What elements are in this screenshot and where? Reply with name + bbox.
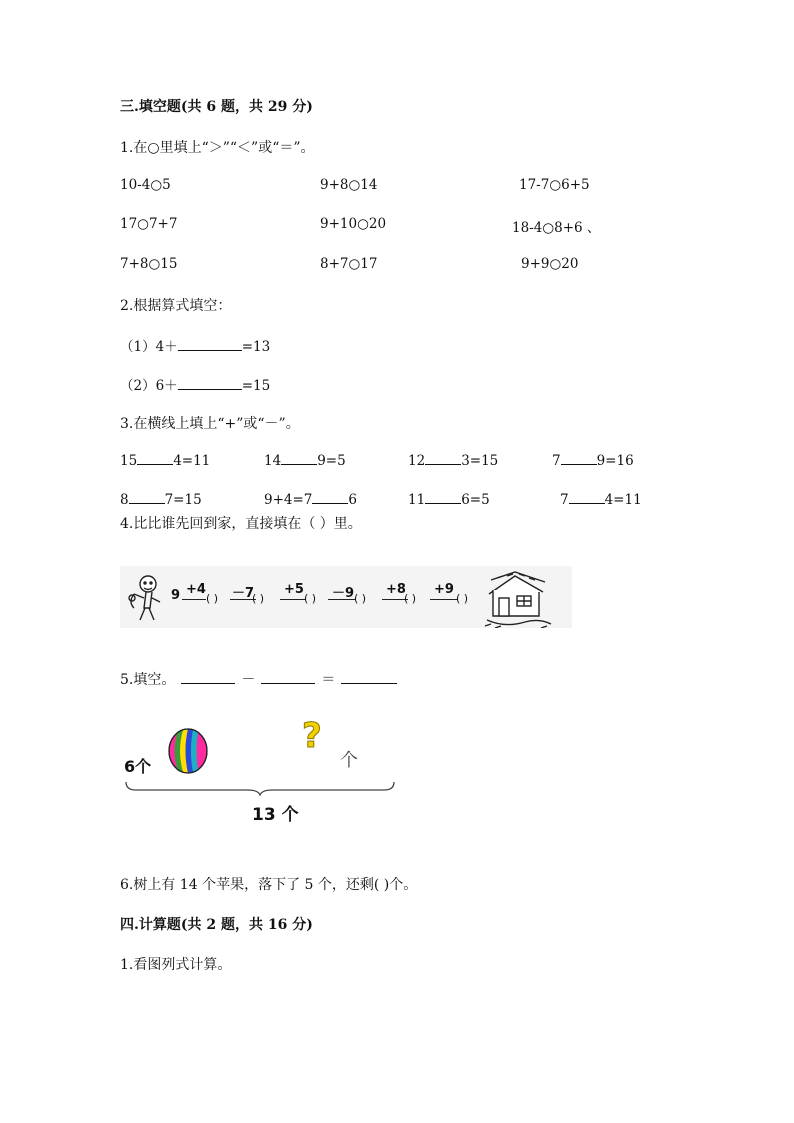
q3-operand: 3=15 <box>461 453 499 469</box>
answer-blank[interactable] <box>178 389 242 390</box>
ball-icon <box>166 726 210 776</box>
q1-expression: 17○7+7 <box>120 216 178 232</box>
q2-item-suffix: =13 <box>241 339 271 355</box>
q3-operand: 9=5 <box>317 453 346 469</box>
q1-expression: 9+8○14 <box>320 177 378 193</box>
answer-blank[interactable] <box>261 683 315 684</box>
total-count-label: 13 个 <box>252 805 299 825</box>
q3-operand: 11 <box>408 492 426 508</box>
equals-sign: ＝ <box>321 672 336 688</box>
question-6-text: 6.树上有 14 个苹果，落下了 5 个，还剩( )个。 <box>120 877 418 893</box>
q3-operand: 7 <box>560 492 569 508</box>
answer-blank[interactable] <box>281 464 317 465</box>
section-title: 四.计算题(共 2 题，共 16 分) <box>120 917 313 933</box>
q3-item <box>120 453 210 469</box>
question-5-equation <box>120 669 397 689</box>
race-home-figure <box>120 566 572 628</box>
arrow-icon <box>328 599 356 600</box>
q3-item <box>560 492 642 508</box>
q3-operand: 9=16 <box>596 453 634 469</box>
race-operation: +5 <box>284 582 304 597</box>
ball-figure <box>118 716 400 828</box>
answer-blank[interactable] <box>178 350 242 351</box>
question-3-prompt: 3.在横线上填上“+”或“－”。 <box>120 416 300 432</box>
question-2-prompt: 2.根据算式填空： <box>120 298 232 314</box>
left-count-label: 6个 <box>124 757 152 776</box>
race-operation: －7 <box>232 586 255 601</box>
race-operation: －9 <box>332 586 355 601</box>
q3-operand: 7 <box>552 453 561 469</box>
question-4-prompt: 4.比比谁先回到家，直接填在（ ）里。 <box>120 516 362 532</box>
answer-blank[interactable] <box>569 503 605 504</box>
answer-blank[interactable] <box>425 503 461 504</box>
arrow-icon <box>182 599 206 600</box>
answer-paren[interactable]: ( ) <box>456 592 469 605</box>
answer-paren[interactable]: ( ) <box>206 592 219 605</box>
arrow-icon <box>430 599 458 600</box>
answer-paren[interactable]: ( ) <box>404 592 417 605</box>
q3-operand: 9+4=7 <box>264 492 313 508</box>
minus-sign: － <box>241 672 256 688</box>
q3-operand: 8 <box>120 492 129 508</box>
q3-item <box>408 492 490 508</box>
answer-paren[interactable]: ( ) <box>354 592 367 605</box>
q3-item <box>120 492 202 508</box>
answer-blank[interactable] <box>561 464 597 465</box>
q3-operand: 4=11 <box>173 453 211 469</box>
brace-icon <box>124 780 396 796</box>
q2-item-suffix: =15 <box>241 378 271 394</box>
q3-operand: 6=5 <box>461 492 490 508</box>
question-5-prompt: 5.填空。 <box>120 672 176 688</box>
answer-blank[interactable] <box>129 503 165 504</box>
q3-item <box>264 453 346 469</box>
q3-item <box>408 453 498 469</box>
arrow-icon <box>280 599 306 600</box>
race-operation: +4 <box>186 582 206 597</box>
q3-operand: 15 <box>120 453 138 469</box>
start-number: 9 <box>171 588 181 603</box>
q1-expression: 10-4○5 <box>120 177 171 193</box>
q3-operand: 6 <box>348 492 357 508</box>
answer-blank[interactable] <box>181 683 235 684</box>
answer-paren[interactable]: ( ) <box>304 592 317 605</box>
q2-item <box>120 374 270 394</box>
house-icon <box>485 572 551 628</box>
answer-blank[interactable] <box>137 464 173 465</box>
q1-expression: 17-7○6+5 <box>519 177 590 193</box>
q3-item <box>552 453 634 469</box>
race-operation: +8 <box>386 582 406 597</box>
q2-item-prefix: （2）6＋ <box>120 378 178 394</box>
q1-expression: 9+10○20 <box>320 216 387 232</box>
question-1-prompt: 1.在○里填上“＞”“＜”或“＝”。 <box>120 140 315 156</box>
q3-operand: 7=15 <box>164 492 202 508</box>
answer-blank[interactable] <box>425 464 461 465</box>
calc-question-1-prompt: 1.看图列式计算。 <box>120 957 232 973</box>
q2-item-prefix: （1）4＋ <box>120 339 178 355</box>
answer-paren[interactable]: ( ) <box>252 592 265 605</box>
q3-operand: 14 <box>264 453 282 469</box>
race-operation: +9 <box>434 582 454 597</box>
q3-operand: 4=11 <box>604 492 642 508</box>
q2-item <box>120 335 270 355</box>
unknown-unit-label: 个 <box>340 750 358 771</box>
q1-expression: 8+7○17 <box>320 256 378 272</box>
q1-expression: 9+9○20 <box>521 256 579 272</box>
q3-operand: 12 <box>408 453 426 469</box>
q3-item <box>264 492 357 508</box>
q1-expression: 7+8○15 <box>120 256 178 272</box>
answer-blank[interactable] <box>341 683 397 684</box>
q1-expression: 18-4○8+6 、 <box>512 220 601 236</box>
question-mark-icon: ? <box>302 716 322 756</box>
answer-blank[interactable] <box>312 503 348 504</box>
monkey-icon <box>129 576 160 620</box>
section-title: 三.填空题(共 6 题，共 29 分) <box>120 99 313 115</box>
